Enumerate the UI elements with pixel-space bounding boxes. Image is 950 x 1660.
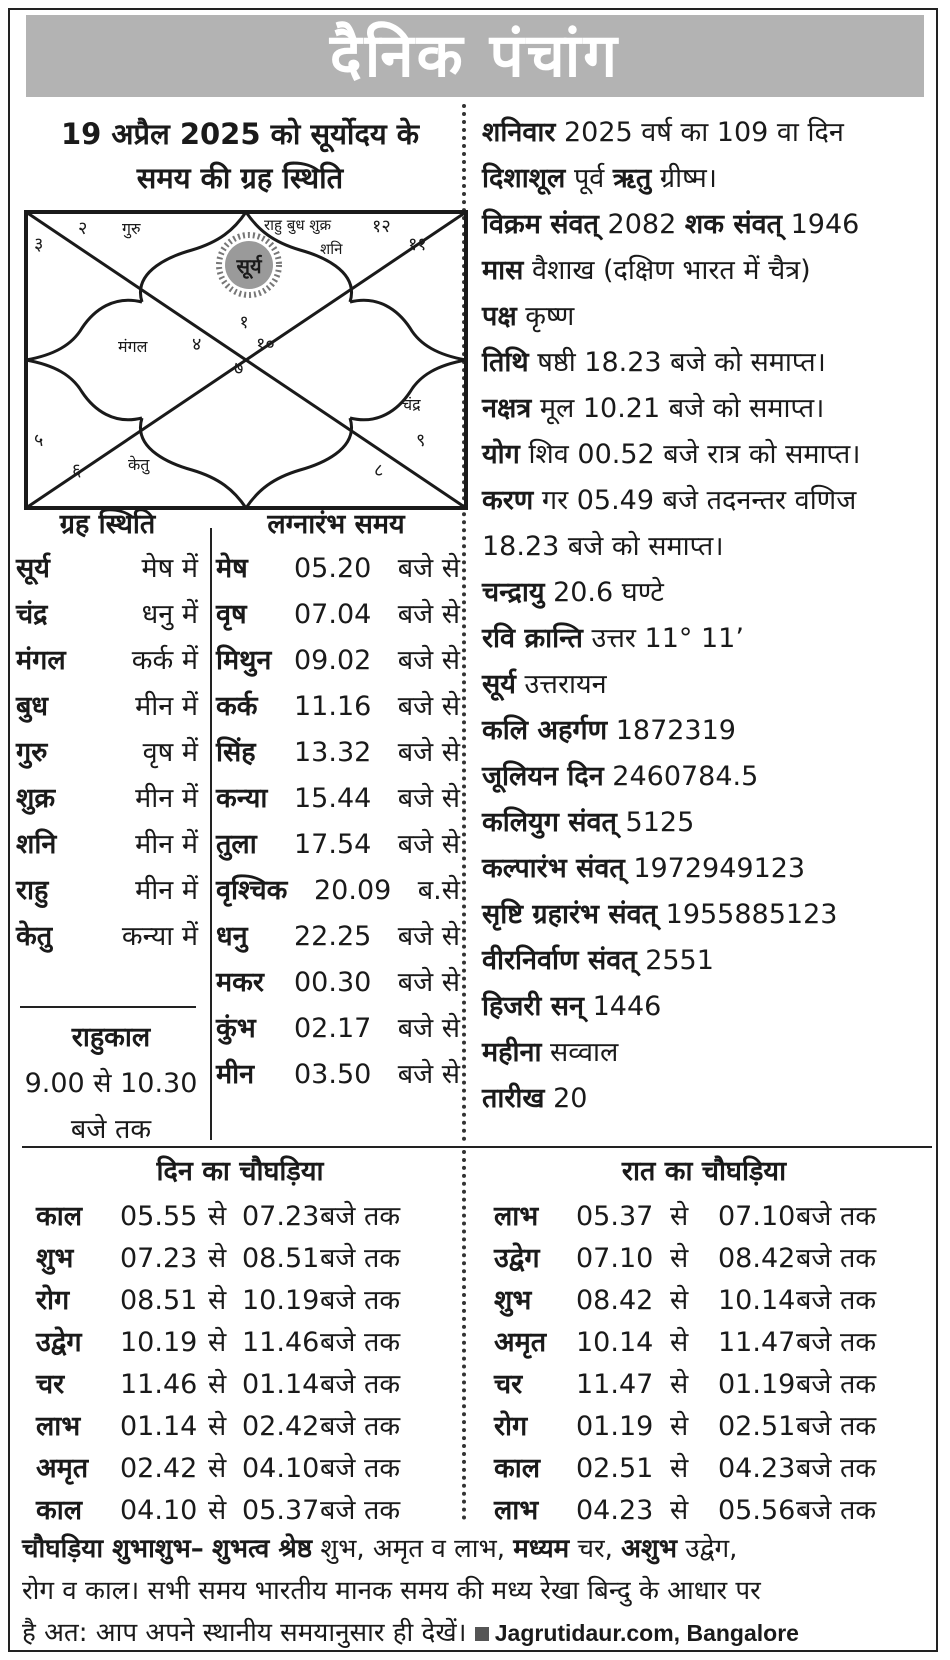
detail-value: 1946: [782, 209, 860, 240]
chog-to: 11.47: [718, 1327, 796, 1358]
detail-value: षष्ठी 18.23 बजे को समाप्त।: [528, 347, 826, 378]
day-chog-heading: दिन का चौघड़िया: [156, 1156, 324, 1187]
chog-divider: [462, 1150, 466, 1520]
chog-se: से: [670, 1243, 689, 1274]
footer-bad-text: उद्वेग,: [677, 1534, 738, 1564]
planet-h9: चंद्र: [402, 395, 421, 414]
detail-line: [482, 386, 942, 432]
chog-from: 04.10: [120, 1495, 198, 1526]
lagna-suffix: बजे से: [397, 645, 460, 676]
chog-tak: बजे तक: [796, 1327, 877, 1358]
kundli-title-line1: 19 अप्रैल 2025 को सूर्योदय के: [60, 117, 420, 151]
graha-planet: सूर्य: [16, 553, 50, 584]
detail-value: मूल 10.21 बजे को समाप्त।: [531, 393, 825, 424]
chog-from: 11.47: [576, 1369, 654, 1400]
detail-label: शनिवार: [482, 117, 556, 148]
kundli-curve-bottom: [140, 418, 351, 508]
detail-line: [482, 846, 942, 892]
detail-line: [482, 800, 942, 846]
chog-tak: बजे तक: [796, 1495, 877, 1526]
chog-from: 07.10: [576, 1243, 654, 1274]
chog-tak: बजे तक: [320, 1201, 401, 1232]
chog-se: से: [208, 1285, 227, 1316]
chog-from: 05.37: [576, 1201, 654, 1232]
detail-value: ग्रीष्म।: [651, 163, 718, 194]
lagna-suffix: बजे से: [397, 691, 460, 722]
graha-row: [16, 730, 198, 776]
chog-to: 04.23: [718, 1453, 796, 1484]
graha-sign: मीन में: [135, 875, 198, 906]
detail-label: शक संवत्: [684, 209, 782, 240]
lagna-sign: मिथुन: [216, 645, 272, 676]
graha-row: [16, 868, 198, 914]
chog-to: 07.23: [242, 1201, 320, 1232]
chog-se: से: [670, 1369, 689, 1400]
lagna-row: [216, 960, 460, 1006]
chog-row: [494, 1490, 924, 1532]
lagna-heading: लग्नारंभ समय: [267, 509, 405, 540]
chog-name: उद्वेग: [494, 1243, 540, 1274]
detail-label: ऋतु: [612, 163, 652, 194]
detail-line: [482, 110, 942, 156]
detail-value: 2025 वर्ष का 109 वा दिन: [555, 117, 844, 148]
detail-label: कल्पारंभ संवत्: [482, 853, 625, 884]
chog-tak: बजे तक: [796, 1285, 877, 1316]
detail-label: हिजरी सन्: [482, 991, 585, 1022]
lagna-suffix: बजे से: [397, 599, 460, 630]
detail-value: 2460784.5: [603, 761, 759, 792]
detail-line: [482, 662, 942, 708]
planet-h6: केतु: [128, 455, 150, 474]
chog-tak: बजे तक: [796, 1411, 877, 1442]
chog-se: से: [208, 1201, 227, 1232]
lagna-table: [216, 546, 460, 1098]
chog-from: 11.46: [120, 1369, 198, 1400]
chog-row: [494, 1406, 924, 1448]
sun-label: सूर्य: [236, 254, 262, 278]
graha-planet: शुक्र: [16, 783, 56, 814]
chog-name: लाभ: [494, 1201, 539, 1232]
graha-sign: मीन में: [135, 829, 198, 860]
lagna-time: 15.44: [294, 783, 372, 814]
chog-se: से: [208, 1495, 227, 1526]
graha-row: [16, 914, 198, 960]
planet-h2: गुरु: [122, 219, 141, 238]
house-2: २: [78, 218, 88, 239]
lagna-time: 22.25: [294, 921, 372, 952]
lagna-time: 09.02: [294, 645, 372, 676]
detail-value: 1446: [584, 991, 662, 1022]
graha-sign: कन्या में: [121, 921, 198, 952]
chog-row: [36, 1448, 456, 1490]
detail-label: नक्षत्र: [482, 393, 532, 424]
detail-line: [482, 202, 942, 248]
chog-row: [494, 1238, 924, 1280]
detail-label: चन्द्रायु: [482, 577, 545, 608]
detail-line: [482, 1076, 942, 1122]
house-3: ३: [34, 234, 44, 255]
detail-value: उत्तरायन: [515, 669, 607, 700]
chog-tak: बजे तक: [320, 1453, 401, 1484]
chog-row: [36, 1364, 456, 1406]
graha-planet: मंगल: [16, 645, 66, 676]
detail-value: 20.6 घण्टे: [544, 577, 664, 608]
chog-row: [494, 1280, 924, 1322]
chog-se: से: [670, 1327, 689, 1358]
house-10: १०: [256, 334, 275, 355]
chog-tak: बजे तक: [796, 1201, 877, 1232]
night-chog-table: [494, 1196, 924, 1532]
chog-from: 01.14: [120, 1411, 198, 1442]
chog-tak: बजे तक: [796, 1453, 877, 1484]
chog-name: काल: [36, 1495, 83, 1526]
rahukaal-box: [16, 1015, 206, 1153]
footer-bad-label: अशुभ: [621, 1534, 677, 1564]
lagna-sign: वृष: [216, 599, 247, 630]
chog-se: से: [670, 1495, 689, 1526]
chog-name: काल: [494, 1453, 541, 1484]
chog-name: चर: [36, 1369, 65, 1400]
detail-line: [482, 938, 942, 984]
lagna-sign: धनु: [216, 921, 248, 952]
lagna-sign: तुला: [216, 829, 257, 860]
detail-label: सृष्टि ग्रहारंभ संवत्: [482, 899, 658, 930]
lagna-row: [216, 822, 460, 868]
detail-label: तारीख: [482, 1083, 545, 1114]
graha-sign: कर्क में: [131, 645, 198, 676]
graha-sign: वृष में: [142, 737, 198, 768]
lagna-suffix: बजे से: [397, 1013, 460, 1044]
lagna-row: [216, 776, 460, 822]
chog-name: अमृत: [36, 1453, 89, 1484]
chog-se: से: [208, 1411, 227, 1442]
chog-row: [494, 1448, 924, 1490]
graha-planet: बुध: [16, 691, 49, 722]
chog-row: [494, 1196, 924, 1238]
chog-row: [36, 1490, 456, 1532]
detail-line: [482, 754, 942, 800]
chog-row: [36, 1322, 456, 1364]
footer-chog-label: चौघड़िया शुभाशुभ–: [22, 1534, 204, 1564]
detail-label: वीरनिर्वाण संवत्: [482, 945, 637, 976]
detail-line: [482, 616, 942, 662]
detail-label: कलियुग संवत्: [482, 807, 617, 838]
lagna-time: 11.16: [294, 691, 372, 722]
detail-value: 2551: [636, 945, 714, 976]
detail-value: कृष्ण: [516, 301, 575, 332]
chog-tak: बजे तक: [320, 1495, 401, 1526]
graha-planet: गुरु: [16, 737, 48, 768]
detail-line: [482, 984, 942, 1030]
chog-to: 02.42: [242, 1411, 320, 1442]
chog-row: [36, 1196, 456, 1238]
lagna-suffix: बजे से: [397, 783, 460, 814]
lagna-sign: कन्या: [216, 783, 268, 814]
lagna-suffix: बजे से: [397, 921, 460, 952]
lagna-row: [216, 592, 460, 638]
graha-row: [16, 684, 198, 730]
lagna-suffix: बजे से: [397, 737, 460, 768]
footer-line2: रोग व काल। सभी समय भारतीय मानक समय की मध्य रेखा बिन्दु के आधार पर: [22, 1576, 761, 1606]
chog-to: 10.14: [718, 1285, 796, 1316]
lagna-sign: वृश्चिक: [216, 875, 288, 906]
chog-name: लाभ: [494, 1495, 539, 1526]
detail-value: 5125: [616, 807, 695, 838]
chog-to: 05.56: [718, 1495, 796, 1526]
house-12: १२: [372, 216, 391, 237]
kundli-curve-left: [26, 300, 142, 420]
lagna-suffix: बजे से: [397, 829, 460, 860]
detail-value: 1972949123: [624, 853, 806, 884]
chog-name: अमृत: [494, 1327, 547, 1358]
chog-name: शुभ: [494, 1285, 532, 1316]
lagna-sign: कुंभ: [216, 1013, 256, 1044]
chog-name: शुभ: [36, 1243, 74, 1274]
lagna-sign: मेष: [216, 553, 248, 584]
graha-planet: केतु: [16, 921, 53, 952]
rahukaal-time: 9.00 से 10.30: [24, 1068, 198, 1099]
detail-line: [482, 248, 942, 294]
detail-value: उत्तर 11° 11’: [582, 623, 744, 654]
detail-label: जूलियन दिन: [482, 761, 604, 792]
footer-note: [22, 1528, 934, 1654]
footer-brand: Jagrutidaur.com, Bangalore: [494, 1620, 799, 1646]
planet-h12-top: राहु बुध शुक्र: [264, 216, 332, 234]
square-bullet-icon: [475, 1627, 489, 1641]
chog-to: 01.14: [242, 1369, 320, 1400]
page-banner: दैनिक पंचांग: [26, 15, 924, 97]
detail-line: [482, 156, 942, 202]
footer-best-text: शुभ, अमृत व लाभ,: [312, 1534, 514, 1564]
house-5: ५: [34, 430, 44, 451]
detail-label: करण: [482, 485, 534, 516]
chog-se: से: [670, 1201, 689, 1232]
chog-tak: बजे तक: [320, 1327, 401, 1358]
planet-h12-bottom: शनि: [320, 240, 343, 258]
chog-se: से: [670, 1285, 689, 1316]
lagna-time: 20.09: [314, 875, 392, 906]
detail-value: वैशाख (दक्षिण भारत में चैत्र): [523, 255, 811, 286]
detail-label: पक्ष: [482, 301, 517, 332]
lagna-time: 07.04: [294, 599, 372, 630]
chog-name: चर: [494, 1369, 523, 1400]
graha-row: [16, 638, 198, 684]
chog-from: 10.14: [576, 1327, 654, 1358]
detail-label: मास: [482, 255, 524, 286]
detail-label: सूर्य: [482, 669, 516, 700]
footer-best-label: शुभत्व श्रेष्ठ: [212, 1534, 313, 1564]
chog-se: से: [208, 1369, 227, 1400]
chog-from: 02.51: [576, 1453, 654, 1484]
chog-to: 05.37: [242, 1495, 320, 1526]
detail-value: 1872319: [607, 715, 736, 746]
chog-name: रोग: [494, 1411, 528, 1442]
left-table-divider: [210, 528, 212, 1140]
chog-from: 08.51: [120, 1285, 198, 1316]
chog-name: लाभ: [36, 1411, 81, 1442]
graha-table: [16, 546, 198, 960]
lagna-row: [216, 1006, 460, 1052]
house-4: ४: [192, 334, 202, 355]
chog-tak: बजे तक: [320, 1411, 401, 1442]
lagna-time: 03.50: [294, 1059, 372, 1090]
graha-planet: राहु: [16, 875, 49, 906]
chog-row: [36, 1280, 456, 1322]
chog-name: रोग: [36, 1285, 70, 1316]
graha-sign: धनु में: [141, 599, 198, 630]
detail-value: पूर्व: [565, 163, 613, 194]
lagna-row: [216, 868, 460, 914]
detail-value: सव्वाल: [541, 1037, 619, 1068]
kundli-title-line2: समय की ग्रह स्थिति: [136, 161, 344, 195]
graha-heading: ग्रह स्थिति: [59, 509, 156, 540]
detail-value: 18.23 बजे को समाप्त।: [482, 531, 724, 562]
detail-label: महीना: [482, 1037, 542, 1068]
sun-icon: [219, 235, 279, 295]
lagna-time: 17.54: [294, 829, 372, 860]
detail-label: विक्रम संवत्: [482, 209, 599, 240]
detail-value: गर 05.49 बजे तदनन्तर वणिज: [533, 485, 857, 516]
detail-line: [482, 294, 942, 340]
lagna-sign: सिंह: [216, 737, 256, 768]
planet-h4: मंगल: [118, 337, 148, 356]
chog-from: 10.19: [120, 1327, 198, 1358]
graha-planet: शनि: [16, 829, 57, 860]
chog-row: [36, 1238, 456, 1280]
chog-tak: बजे तक: [796, 1243, 877, 1274]
lagna-time: 00.30: [294, 967, 372, 998]
house-9: ९: [416, 430, 426, 451]
graha-planet: चंद्र: [16, 599, 48, 630]
detail-line: [482, 570, 942, 616]
footer-medium-text: चर,: [569, 1534, 622, 1564]
lagna-row: [216, 684, 460, 730]
lagna-suffix: ब.से: [417, 875, 460, 906]
chog-to: 02.51: [718, 1411, 796, 1442]
chog-to: 07.10: [718, 1201, 796, 1232]
kundli-title: [20, 112, 460, 200]
chog-from: 07.23: [120, 1243, 198, 1274]
detail-value: शिव 00.52 बजे रात्र को समाप्त।: [519, 439, 861, 470]
lagna-row: [216, 638, 460, 684]
lagna-time: 13.32: [294, 737, 372, 768]
graha-row: [16, 546, 198, 592]
lagna-sign: मीन: [216, 1059, 255, 1090]
chog-se: से: [670, 1453, 689, 1484]
lagna-sign: कर्क: [216, 691, 258, 722]
detail-value: 20: [544, 1083, 588, 1114]
detail-value: 1955885123: [657, 899, 838, 930]
detail-line: [482, 340, 942, 386]
chog-tak: बजे तक: [320, 1285, 401, 1316]
chog-to: 10.19: [242, 1285, 320, 1316]
chog-to: 04.10: [242, 1453, 320, 1484]
lagna-time: 02.17: [294, 1013, 372, 1044]
night-chog-heading: रात का चौघड़िया: [621, 1156, 787, 1187]
chog-row: [494, 1322, 924, 1364]
chog-tak: बजे तक: [796, 1369, 877, 1400]
chog-name: उद्वेग: [36, 1327, 82, 1358]
house-11: ११: [408, 234, 427, 255]
detail-line: [482, 708, 942, 754]
footer-medium-label: मध्यम: [513, 1534, 570, 1564]
lagna-sign: मकर: [216, 967, 264, 998]
chog-se: से: [208, 1453, 227, 1484]
chog-from: 01.19: [576, 1411, 654, 1442]
kundli-chart: [24, 210, 468, 510]
detail-value: 2082: [598, 209, 685, 240]
lagna-row: [216, 730, 460, 776]
chog-se: से: [670, 1411, 689, 1442]
detail-label: योग: [482, 439, 520, 470]
detail-line: [482, 1030, 942, 1076]
lagna-row: [216, 914, 460, 960]
panchang-details: [482, 110, 942, 1122]
house-7: ७: [234, 358, 244, 379]
chog-row: [36, 1406, 456, 1448]
lagna-suffix: बजे से: [397, 967, 460, 998]
detail-label: तिथि: [482, 347, 529, 378]
chog-se: से: [208, 1327, 227, 1358]
graha-sign: मेष में: [141, 553, 198, 584]
detail-label: रवि क्रान्ति: [482, 623, 583, 654]
chog-to: 08.42: [718, 1243, 796, 1274]
graha-row: [16, 822, 198, 868]
footer-line3: है अत: आप अपने स्थानीय समयानुसार ही देखें।: [22, 1618, 467, 1648]
rahukaal-heading: राहुकाल: [71, 1022, 151, 1053]
graha-row: [16, 592, 198, 638]
house-8: ८: [374, 460, 384, 481]
chog-from: 02.42: [120, 1453, 198, 1484]
chog-from: 04.23: [576, 1495, 654, 1526]
chog-to: 01.19: [718, 1369, 796, 1400]
detail-line: [482, 478, 942, 524]
detail-label: दिशाशूल: [482, 163, 566, 194]
lagna-time: 05.20: [294, 553, 372, 584]
lagna-suffix: बजे से: [397, 1059, 460, 1090]
day-chog-table: [36, 1196, 456, 1532]
detail-line: [482, 432, 942, 478]
chog-se: से: [208, 1243, 227, 1274]
chog-from: 05.55: [120, 1201, 198, 1232]
detail-line: [482, 524, 942, 570]
graha-row: [16, 776, 198, 822]
chog-to: 08.51: [242, 1243, 320, 1274]
detail-label: कलि अहर्गण: [482, 715, 608, 746]
rahukaal-rule: [20, 1006, 196, 1008]
chog-from: 08.42: [576, 1285, 654, 1316]
chog-to: 11.46: [242, 1327, 320, 1358]
house-6: ६: [72, 460, 82, 481]
detail-line: [482, 892, 942, 938]
lagna-suffix: बजे से: [397, 553, 460, 584]
house-1: १: [239, 312, 249, 333]
chog-tak: बजे तक: [320, 1369, 401, 1400]
graha-sign: मीन में: [135, 691, 198, 722]
chog-row: [494, 1364, 924, 1406]
lagna-row: [216, 1052, 460, 1098]
chog-tak: बजे तक: [320, 1243, 401, 1274]
lagna-row: [216, 546, 460, 592]
chog-name: काल: [36, 1201, 83, 1232]
rahukaal-suffix: बजे तक: [70, 1114, 152, 1145]
graha-sign: मीन में: [135, 783, 198, 814]
